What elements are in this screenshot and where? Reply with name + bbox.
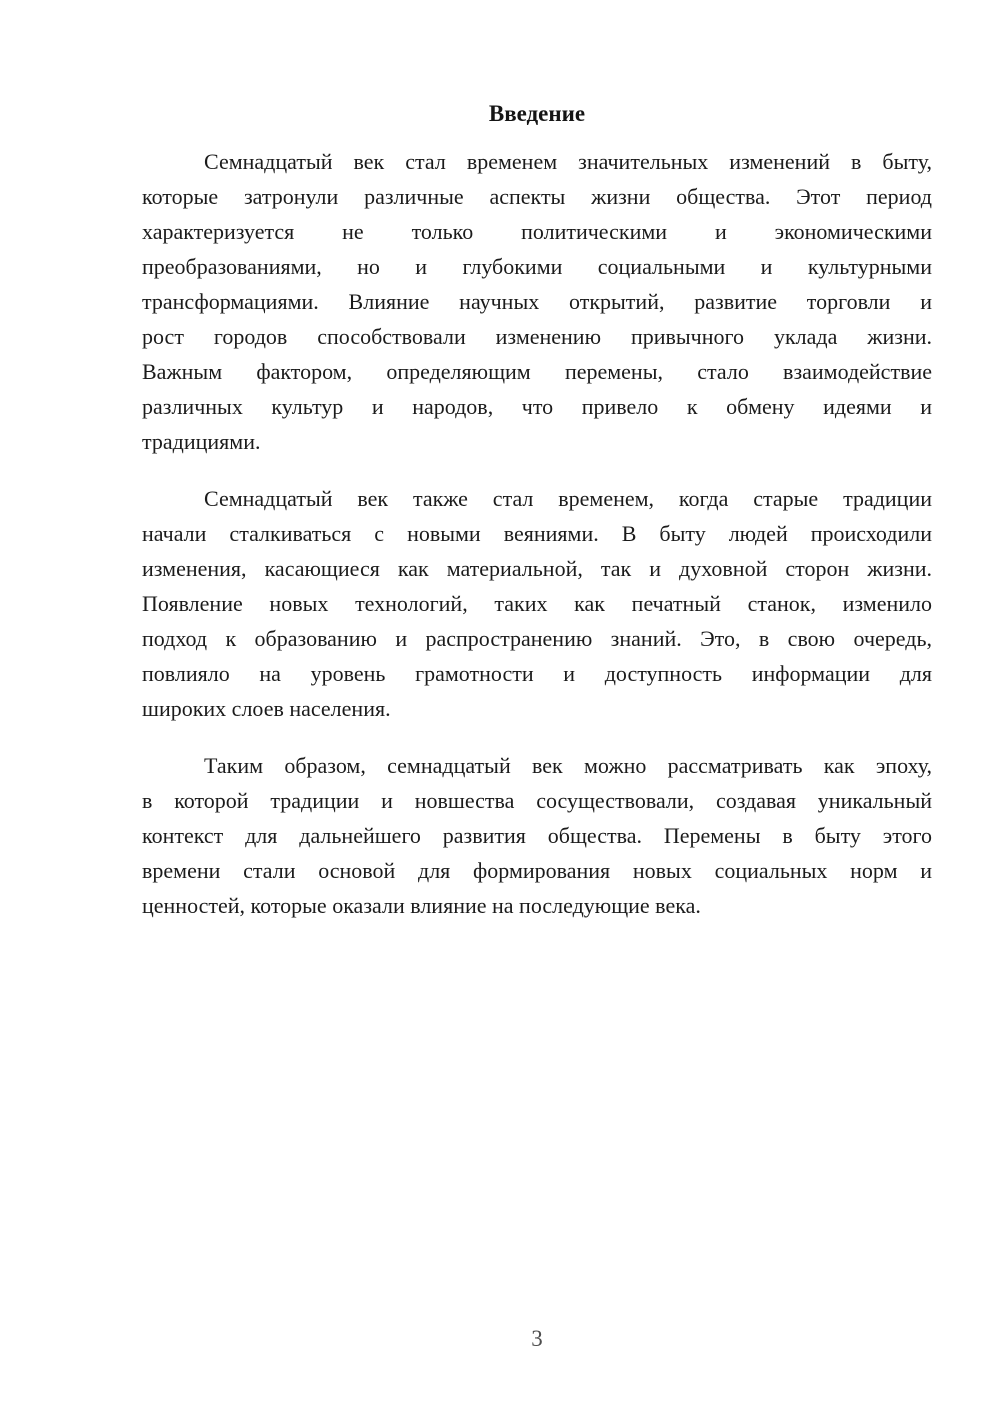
document-body: [142, 144, 932, 923]
text-line: подход к образованию и распространению знаний. Это, в свою очередь,: [142, 626, 932, 651]
text-line: Важным фактором, определяющим перемены, стало взаимодействие: [142, 359, 932, 384]
text-line: широких слоев населения.: [142, 696, 391, 721]
document-content: [142, 96, 932, 945]
page-number: 3: [531, 1326, 543, 1351]
text-line: начали сталкиваться с новыми веяниями. В быту людей происходили: [142, 521, 932, 546]
text-line: изменения, касающиеся как материальной, так и духовной сторон жизни.: [142, 556, 932, 581]
text-line: ценностей, которые оказали влияние на последующие века.: [142, 893, 701, 918]
text-line: повлияло на уровень грамотности и доступность информации для: [142, 661, 932, 686]
text-line: рост городов способствовали изменению привычного уклада жизни.: [142, 324, 932, 349]
text-line: контекст для дальнейшего развития общества. Перемены в быту этого: [142, 823, 932, 848]
paragraph: [142, 481, 932, 726]
text-line: Семнадцатый век также стал временем, когда старые традиции: [204, 486, 932, 511]
text-line: характеризуется не только политическими и экономическими: [142, 219, 932, 244]
text-line: Таким образом, семнадцатый век можно рассматривать как эпоху,: [204, 753, 932, 778]
text-line: времени стали основой для формирования новых социальных норм и: [142, 858, 932, 883]
section-title: Введение: [488, 101, 586, 126]
text-line: Семнадцатый век стал временем значительных изменений в быту,: [204, 149, 932, 174]
text-line: которые затронули различные аспекты жизни общества. Этот период: [142, 184, 932, 209]
paragraph: [142, 144, 932, 459]
text-line: традициями.: [142, 429, 261, 454]
text-line: в которой традиции и новшества сосуществовали, создавая уникальный: [142, 788, 932, 813]
text-line: различных культур и народов, что привело к обмену идеями и: [142, 394, 932, 419]
text-line: преобразованиями, но и глубокими социальными и культурными: [142, 254, 932, 279]
text-line: трансформациями. Влияние научных открытий, развитие торговли и: [142, 289, 932, 314]
paragraph: [142, 748, 932, 923]
text-line: Появление новых технологий, таких как печатный станок, изменило: [142, 591, 932, 616]
